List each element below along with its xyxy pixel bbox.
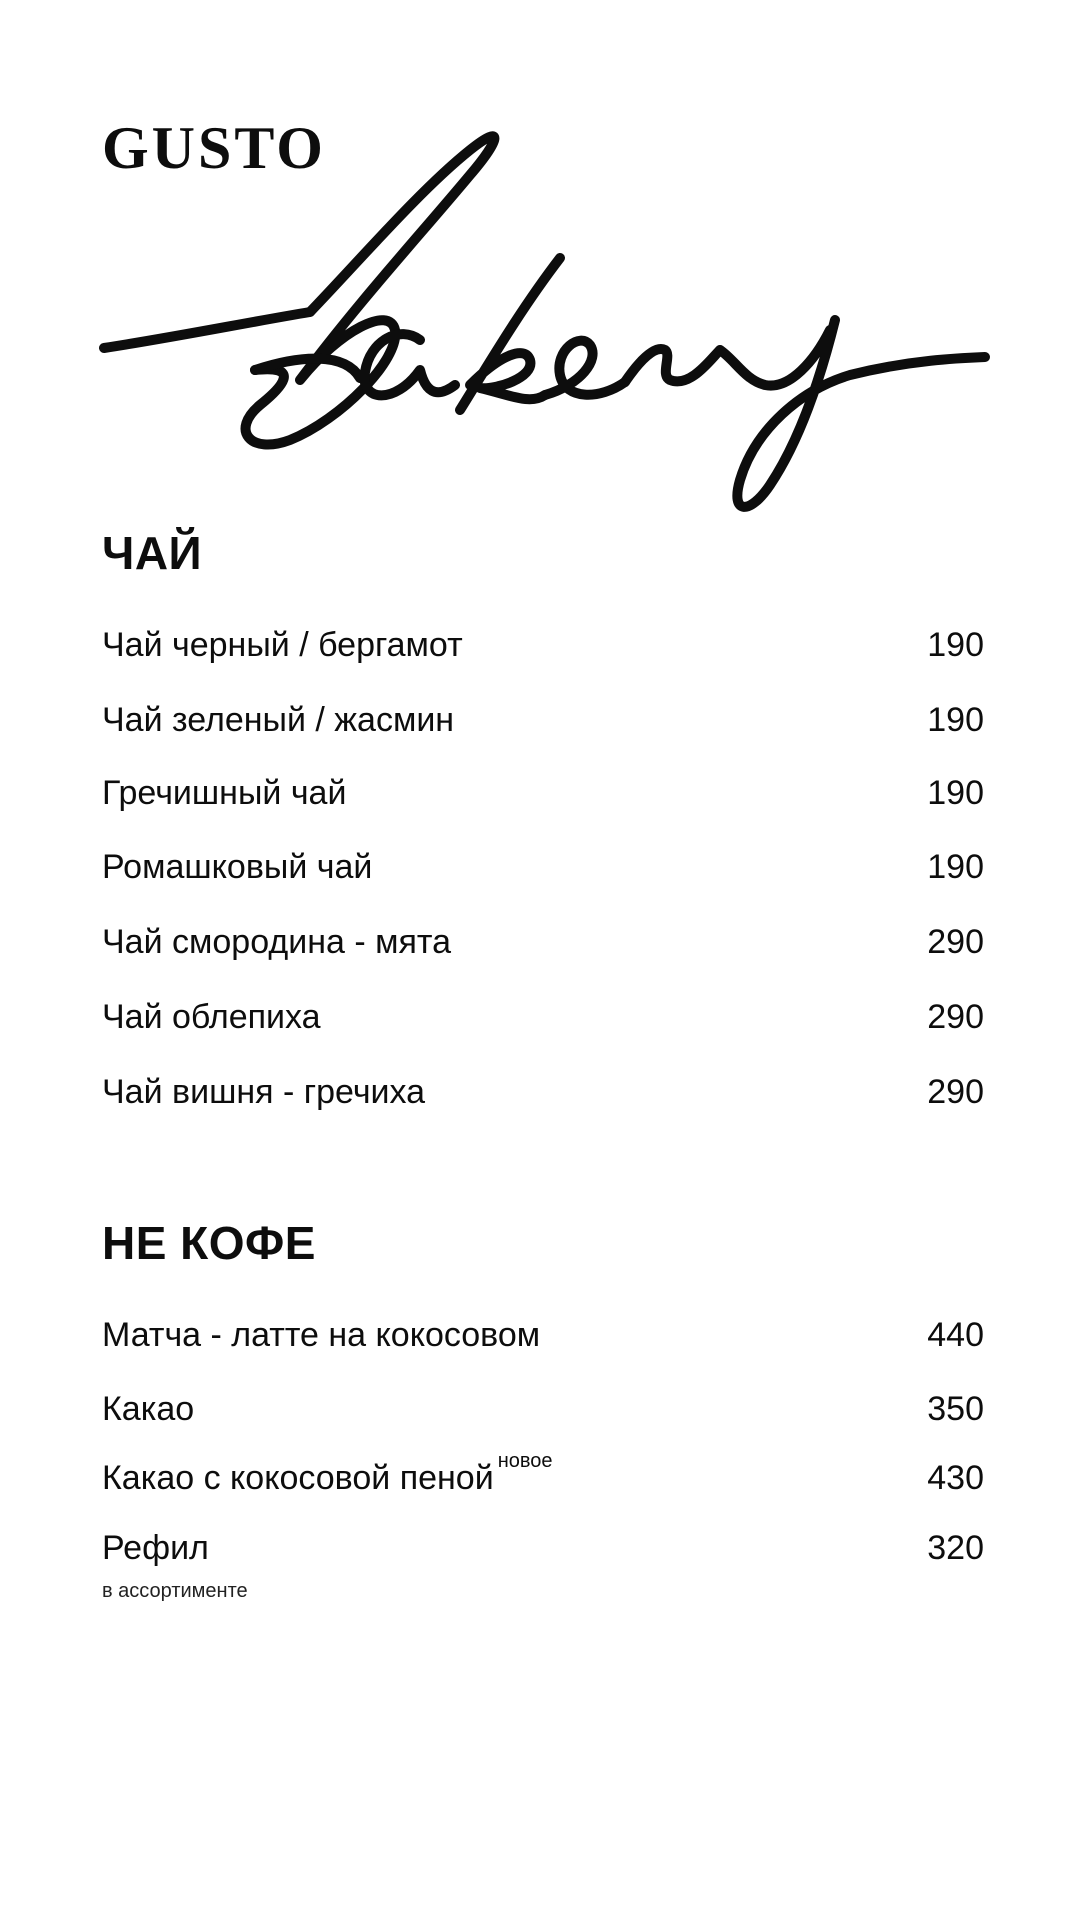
menu-item-price: 190	[927, 626, 984, 664]
menu-item-price: 190	[927, 701, 984, 739]
new-badge: новое	[497, 1450, 553, 1472]
menu-item-price: 320	[927, 1529, 984, 1567]
menu-item-price: 290	[927, 923, 984, 961]
menu-item-name: Какао	[102, 1390, 195, 1428]
menu-item-price: 430	[927, 1459, 984, 1497]
menu-item	[102, 620, 984, 670]
section-title-not-coffee: НЕ КОФЕ	[102, 1217, 316, 1269]
menu-item-name: Чай облепиха	[102, 998, 321, 1036]
menu-item-price: 350	[927, 1390, 984, 1428]
menu-item-name: Ромашковый чай	[102, 848, 373, 886]
menu-item-name: Чай зеленый / жасмин	[102, 701, 455, 739]
section-title-tea: ЧАЙ	[102, 527, 203, 579]
menu-item	[102, 1067, 984, 1117]
menu-item	[102, 1310, 984, 1360]
menu-item-price: 290	[927, 1073, 984, 1111]
menu-item-price: 190	[927, 774, 984, 812]
menu-item-price: 440	[927, 1316, 984, 1354]
menu-item-name: Какао с кокосовой пеной	[102, 1459, 494, 1497]
menu-item-name: Рефил	[102, 1529, 209, 1567]
menu-item	[102, 1384, 984, 1434]
menu-item-price: 190	[927, 848, 984, 886]
bakery-script-logo	[0, 0, 1080, 560]
menu-item-note: в ассортименте	[102, 1580, 248, 1602]
brand-logo: GUSTO	[102, 115, 326, 181]
menu-item-name: Гречишный чай	[102, 774, 347, 812]
menu-item	[102, 917, 984, 967]
menu-item	[102, 1450, 984, 1503]
menu-item-name: Чай черный / бергамот	[102, 626, 463, 664]
menu-item	[102, 842, 984, 892]
menu-item-name: Чай вишня - гречиха	[102, 1073, 426, 1111]
menu-item-name: Матча - латте на кокосовом	[102, 1316, 541, 1354]
menu-item-name: Чай смородина - мята	[102, 923, 451, 961]
menu-item	[102, 695, 984, 745]
menu-item-name-with-tag	[102, 1450, 553, 1497]
menu-item	[102, 768, 984, 818]
menu-item	[102, 1523, 984, 1573]
menu-item-price: 290	[927, 998, 984, 1036]
menu-item	[102, 992, 984, 1042]
